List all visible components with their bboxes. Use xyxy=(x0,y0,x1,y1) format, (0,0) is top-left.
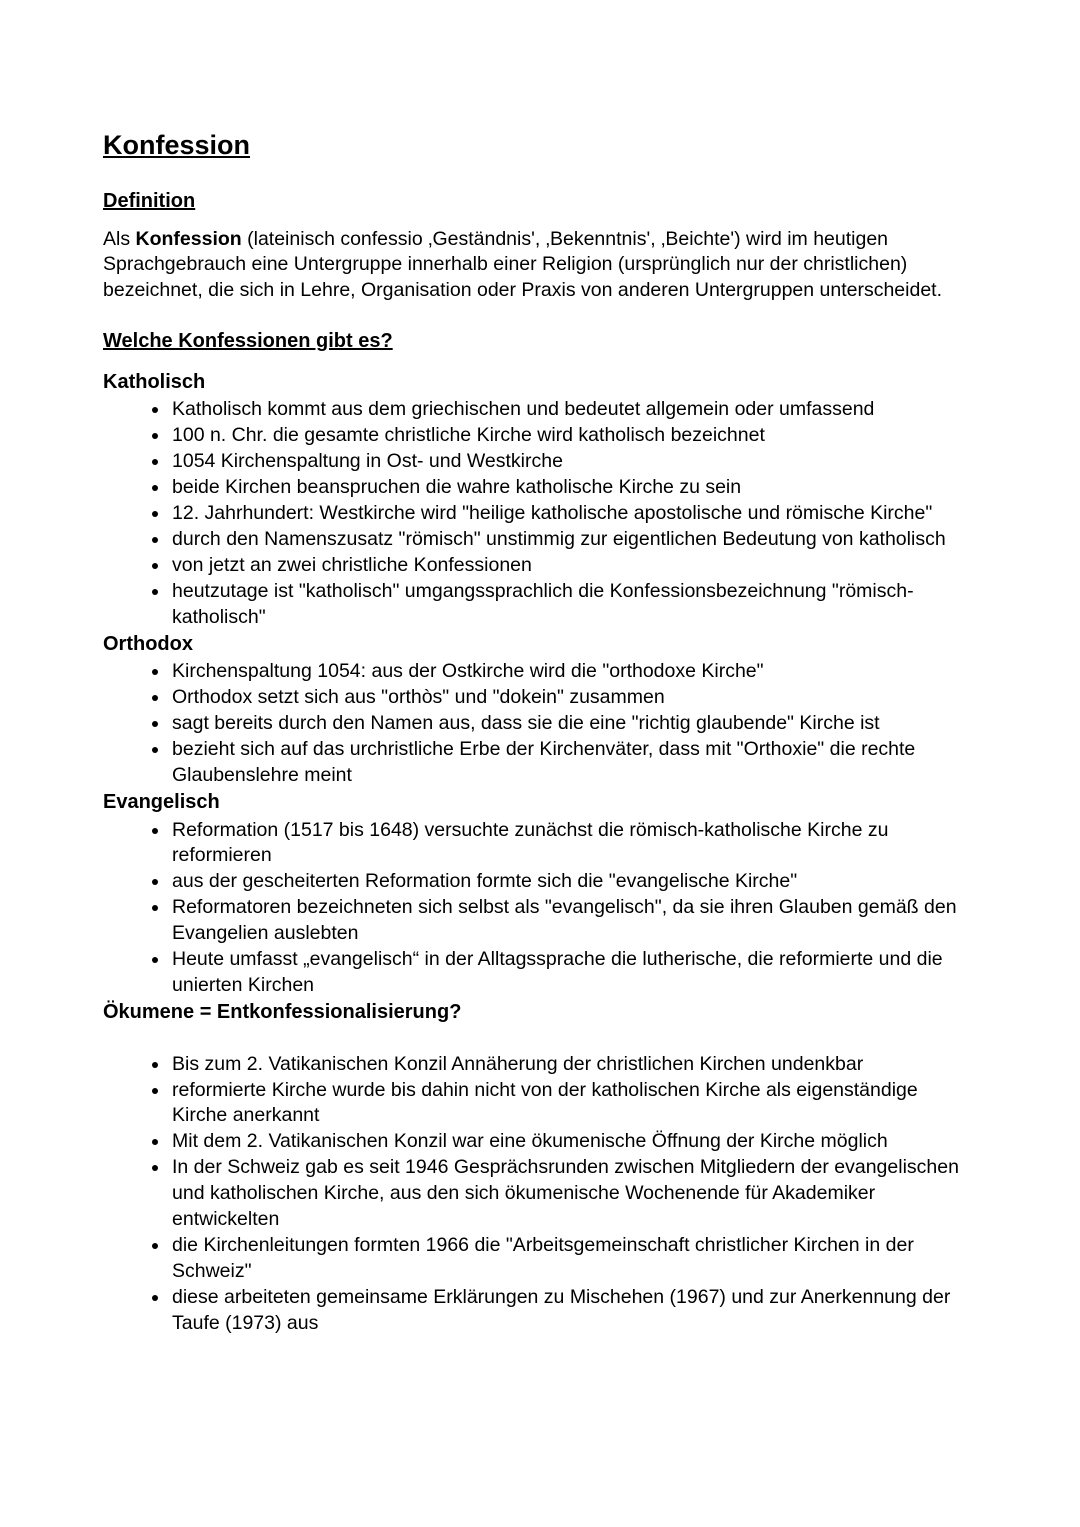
definition-text-prefix: Als xyxy=(103,227,136,250)
list-item: • Reformation (1517 bis 1648) versuchte zunächst die römisch-katholische Kirche zu reformieren xyxy=(170,818,972,870)
list-item: • sagt bereits durch den Namen aus, dass sie die eine "richtig glaubende" Kirche ist xyxy=(170,711,972,737)
list-item: • In der Schweiz gab es seit 1946 Gesprächsrunden zwischen Mitgliedern der evangelischen und katholischen Kirche, aus den sich ökumenische Wochenende für Akademiker entwickelten xyxy=(170,1155,972,1233)
list-item: • reformierte Kirche wurde bis dahin nicht von der katholischen Kirche als eigenständige Kirche anerkannt xyxy=(170,1078,972,1130)
bullet-list-katholisch xyxy=(103,397,972,630)
list-item: • 1054 Kirchenspaltung in Ost- und Westkirche xyxy=(170,449,972,475)
definition-keyword: Konfession xyxy=(135,227,242,250)
section-heading-which-confessions: Welche Konfessionen gibt es? xyxy=(103,330,393,353)
definition-text-rest: (lateinisch confessio ‚Geständnis', ‚Bekenntnis', ‚Beichte') wird im heutigen Sprachgebrauch eine Untergruppe innerhalb einer Religion (ursprünglich nur der christlichen) bezeichnet, die sich in Lehre, Organisation oder Praxis von anderen Untergruppen unterscheidet. xyxy=(103,227,943,302)
bullet-list-orthodox xyxy=(103,659,972,789)
sub-heading-orthodox: Orthodox xyxy=(103,632,193,655)
list-item: • aus der gescheiterten Reformation formte sich die "evangelische Kirche" xyxy=(170,869,972,895)
sub-heading-oekumene: Ökumene = Entkonfessionalisierung? xyxy=(103,1001,462,1023)
list-item: • 100 n. Chr. die gesamte christliche Kirche wird katholisch bezeichnet xyxy=(170,423,972,449)
list-item: • diese arbeiteten gemeinsame Erklärungen zu Mischehen (1967) und zur Anerkennung der Taufe (1973) aus xyxy=(170,1285,972,1337)
section-heading-definition: Definition xyxy=(103,189,196,212)
list-item: • Bis zum 2. Vatikanischen Konzil Annäherung der christlichen Kirchen undenkbar xyxy=(170,1052,972,1078)
document-title: Konfession xyxy=(103,130,251,160)
list-item: • Heute umfasst „evangelisch“ in der Alltagssprache die lutherische, die reformierte und die unierten Kirchen xyxy=(170,947,972,999)
list-item: • Reformatoren bezeichneten sich selbst als "evangelisch", da sie ihren Glauben gemäß den Evangelien auslebten xyxy=(170,895,972,947)
list-item: • bezieht sich auf das urchristliche Erbe der Kirchenväter, dass mit "Orthoxie" die rechte Glaubenslehre meint xyxy=(170,737,972,789)
list-item: • heutzutage ist "katholisch" umgangssprachlich die Konfessionsbezeichnung "römisch-katholisch" xyxy=(170,579,972,631)
list-item: • von jetzt an zwei christliche Konfessionen xyxy=(170,553,972,579)
list-item: • beide Kirchen beanspruchen die wahre katholische Kirche zu sein xyxy=(170,475,972,501)
bullet-list-oekumene xyxy=(103,1052,972,1337)
list-item: • 12. Jahrhundert: Westkirche wird "heilige katholische apostolische und römische Kirche" xyxy=(170,501,972,527)
list-item: • durch den Namenszusatz "römisch" unstimmig zur eigentlichen Bedeutung von katholisch xyxy=(170,527,972,553)
sub-heading-evangelisch: Evangelisch xyxy=(103,790,220,813)
bullet-list-evangelisch xyxy=(103,818,972,999)
definition-paragraph xyxy=(103,227,972,305)
list-item: • die Kirchenleitungen formten 1966 die "Arbeitsgemeinschaft christlicher Kirchen in der Schweiz" xyxy=(170,1233,972,1285)
list-item: • Orthodox setzt sich aus "orthòs" und "dokein" zusammen xyxy=(170,685,972,711)
list-item: • Kirchenspaltung 1054: aus der Ostkirche wird die "orthodoxe Kirche" xyxy=(170,659,972,685)
list-item: • Katholisch kommt aus dem griechischen und bedeutet allgemein oder umfassend xyxy=(170,397,972,423)
list-item: • Mit dem 2. Vatikanischen Konzil war eine ökumenische Öffnung der Kirche möglich xyxy=(170,1129,972,1155)
sub-heading-katholisch: Katholisch xyxy=(103,370,206,393)
